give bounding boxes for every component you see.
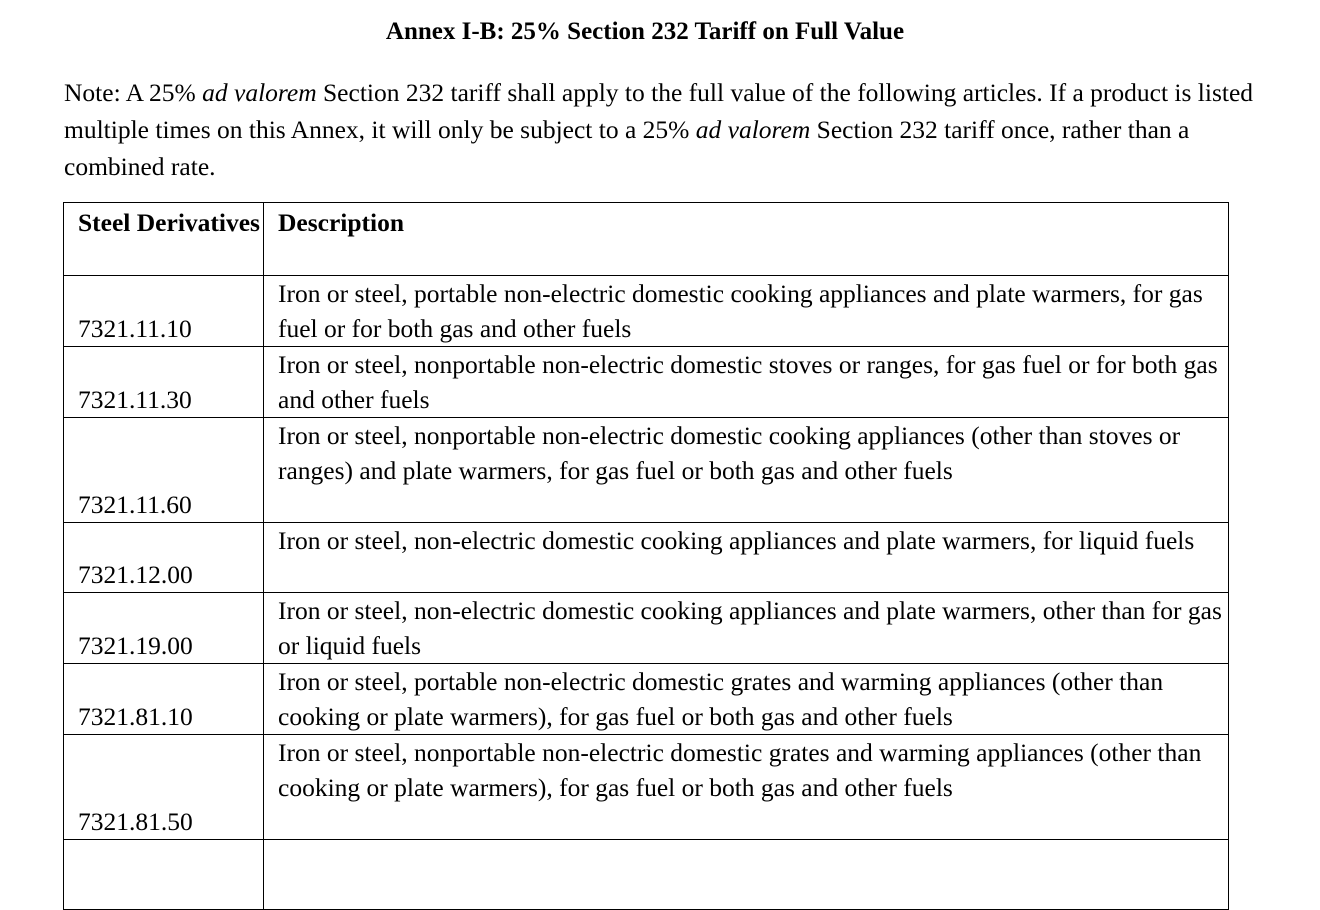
description: Iron or steel, nonportable non-electric domestic cooking appliances (other than stoves or ranges) and plate warmers, for gas fuel or both gas and other fuels — [264, 418, 1229, 523]
hts-code: 7321.19.00 — [64, 593, 264, 664]
note-text: Section 232 tariff once, rather than a combined rate. — [64, 115, 1190, 181]
hts-code: 7321.81.10 — [64, 664, 264, 735]
table-row — [64, 347, 1229, 418]
description: Iron or steel, non-electric domestic cooking appliances and plate warmers, other than for gas or liquid fuels — [264, 593, 1229, 664]
hts-code: 7321.81.50 — [64, 735, 264, 840]
table-row — [64, 523, 1229, 593]
note-text: Note: A 25% — [64, 78, 203, 107]
table-row — [64, 276, 1229, 347]
note-italic: ad valorem — [202, 78, 317, 107]
table-row-partial — [64, 840, 1229, 910]
header-steel-derivatives: Steel Derivatives — [64, 203, 264, 276]
annex-title: Annex I-B: 25% Section 232 Tariff on Full Value — [385, 18, 905, 45]
description: Iron or steel, portable non-electric domestic cooking appliances and plate warmers, for gas fuel or for both gas and other fuels — [264, 276, 1229, 347]
tariff-table — [63, 202, 1229, 910]
note-italic: ad valorem — [695, 115, 811, 144]
table-row — [64, 593, 1229, 664]
description: Iron or steel, nonportable non-electric domestic stoves or ranges, for gas fuel or for both gas and other fuels — [264, 347, 1229, 418]
hts-code: 7321.11.10 — [64, 276, 264, 347]
table-row — [64, 664, 1229, 735]
header-description: Description — [264, 203, 1229, 276]
description: Iron or steel, nonportable non-electric domestic grates and warming appliances (other than cooking or plate warmers), for gas fuel or both gas and other fuels — [264, 735, 1229, 840]
hts-code: 7321.12.00 — [64, 523, 264, 593]
table-header-row — [64, 203, 1229, 276]
annex-note — [64, 74, 1264, 185]
table-row — [64, 418, 1229, 523]
description: Iron or steel, portable non-electric domestic grates and warming appliances (other than cooking or plate warmers), for gas fuel or both gas and other fuels — [264, 664, 1229, 735]
hts-code: 7321.11.60 — [64, 418, 264, 523]
description: Iron or steel, non-electric domestic cooking appliances and plate warmers, for liquid fuels — [264, 523, 1229, 593]
note-text: Section 232 tariff shall apply to the full value of the following articles. If a product is listed multiple times on this Annex, it will only be subject to a 25% — [64, 78, 1254, 144]
table-row — [64, 735, 1229, 840]
hts-code: 7321.11.30 — [64, 347, 264, 418]
